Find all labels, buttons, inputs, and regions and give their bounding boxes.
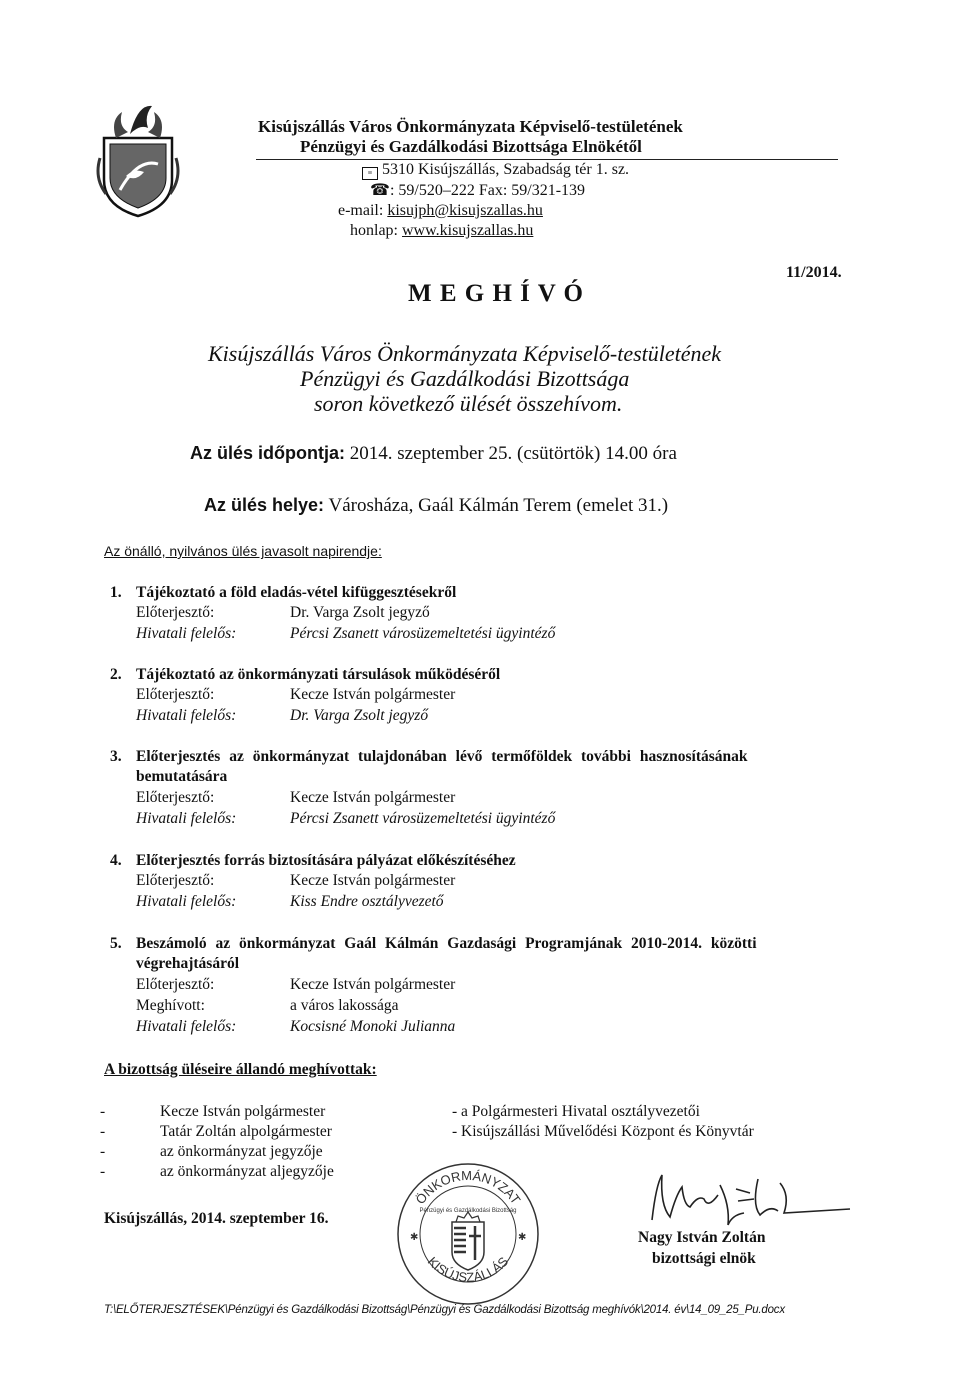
responsible-value: Kocsisné Monoki Julianna — [290, 1018, 456, 1035]
header-line1: Kisújszállás Város Önkormányzata Képviselő-testületének — [258, 117, 683, 136]
email-label: e-mail: — [338, 202, 388, 219]
agenda-item-number: 2. — [110, 666, 122, 683]
agenda-item-title: Tájékoztató az önkormányzati társulások működéséről — [136, 666, 501, 683]
invitees-heading: A bizottság üléseire állandó meghívottak: — [104, 1061, 377, 1078]
meeting-place-value: Városháza, Gaál Kálmán Terem (emelet 31.) — [328, 495, 669, 516]
list-item: - a Polgármesteri Hivatal osztályvezetői — [452, 1103, 700, 1120]
web-label: honlap: — [350, 222, 402, 239]
document-title: M E G H Í V Ó — [408, 280, 584, 307]
coat-of-arms-logo — [96, 98, 180, 218]
header-line2: Pénzügyi és Gazdálkodási Bizottsága Elnökétől — [300, 137, 642, 156]
meeting-time-row — [190, 443, 677, 465]
intro-line3: soron következő ülését összehívom. — [314, 391, 623, 416]
agenda-heading: Az önálló, nyilvános ülés javasolt napirendje: — [104, 543, 382, 559]
svg-text:✱: ✱ — [410, 1232, 419, 1243]
agenda-item-title: Tájékoztató a föld eladás-vétel kifüggesztésekről — [136, 584, 457, 601]
meeting-place-label: Az ülés helye: — [204, 495, 325, 515]
responsible-value: Dr. Varga Zsolt jegyző — [290, 707, 429, 724]
presenter-value: Kecze István polgármester — [290, 686, 456, 703]
agenda-item-number: 3. — [110, 748, 122, 765]
envelope-icon: ≡ — [362, 167, 378, 180]
responsible-label: Hivatali felelős: — [136, 625, 237, 642]
presenter-label: Előterjesztő: — [136, 604, 215, 621]
presenter-label: Előterjesztő: — [136, 789, 215, 806]
intro-line1: Kisújszállás Város Önkormányzata Képviselő-testületének — [208, 341, 722, 366]
presenter-label: Előterjesztő: — [136, 686, 215, 703]
agenda-item-title-line1: Beszámoló az önkormányzat Gaál Kálmán Gazdasági Programjának 2010-2014. közötti — [136, 935, 757, 952]
list-item: - az önkormányzat jegyzője — [100, 1143, 323, 1160]
stamp-seal-icon — [394, 1160, 542, 1308]
stamp-inner-text: Pénzügyi és Gazdálkodási Bizottság — [419, 1208, 517, 1214]
list-item: - Kisújszállási Művelődési Központ és Könyvtár — [452, 1123, 754, 1140]
meeting-time-value: 2014. szeptember 25. (csütörtök) 14.00 óra — [349, 443, 677, 464]
official-stamp — [394, 1160, 542, 1308]
responsible-value: Pércsi Zsanett városüzemeltetési ügyintéző — [290, 625, 556, 642]
agenda-item-title-line1: Előterjesztés az önkormányzat tulajdonában lévő termőföldek további hasznosításának — [136, 748, 748, 765]
responsible-label: Hivatali felelős: — [136, 893, 237, 910]
invitees-left-list — [100, 1102, 400, 1182]
header-phone: : 59/520–222 Fax: 59/321-139 — [389, 182, 586, 199]
footer-file-path: T:\ELŐTERJESZTÉSEK\Pénzügyi és Gazdálkodási Bizottság\Pénzügyi és Gazdálkodási Bizottság meghívók\2014. év\14_09_25_Pu.docx — [104, 1304, 785, 1316]
list-item: - Kecze István polgármester — [100, 1103, 326, 1120]
presenter-value: Kecze István polgármester — [290, 872, 456, 889]
agenda-item-title: Előterjesztés forrás biztosítására pályázat előkészítéséhez — [136, 852, 516, 869]
document-number: 11/2014. — [786, 264, 842, 281]
agenda-item-title-line2: bemutatására — [136, 768, 228, 785]
agenda-item-number: 4. — [110, 852, 122, 869]
stamp-top-text: ÖNKORMÁNYZAT — [412, 1167, 524, 1207]
presenter-value: Kecze István polgármester — [290, 789, 456, 806]
responsible-value: Kiss Endre osztályvezető — [290, 893, 444, 910]
presenter-label: Előterjesztő: — [136, 872, 215, 889]
responsible-label: Hivatali felelős: — [136, 707, 237, 724]
invitees-right-list — [452, 1102, 754, 1142]
header-web-row — [350, 221, 533, 241]
list-item: - Tatár Zoltán alpolgármester — [100, 1123, 332, 1140]
presenter-label: Előterjesztő: — [136, 976, 215, 993]
agenda-item-title-line2: végrehajtásáról — [136, 955, 240, 972]
header-phone-row — [370, 181, 585, 201]
phone-icon: ☎ — [370, 182, 390, 199]
agenda-item-number: 1. — [110, 584, 122, 601]
meeting-time-label: Az ülés időpontja: — [190, 443, 345, 463]
place-date: Kisújszállás, 2014. szeptember 16. — [104, 1210, 329, 1227]
intro-line2: Pénzügyi és Gazdálkodási Bizottsága — [300, 366, 630, 391]
list-item: - az önkormányzat aljegyzője — [100, 1163, 334, 1180]
signatory-name: Nagy István Zoltán — [638, 1229, 766, 1246]
svg-text:✱: ✱ — [518, 1232, 527, 1243]
header-address: 5310 Kisújszállás, Szabadság tér 1. sz. — [382, 161, 630, 178]
presenter-value: Dr. Varga Zsolt jegyző — [290, 604, 430, 621]
invited-value: a város lakossága — [290, 997, 399, 1014]
invited-label: Meghívott: — [136, 997, 205, 1014]
header-address-row — [362, 160, 629, 180]
responsible-label: Hivatali felelős: — [136, 810, 237, 827]
responsible-value: Pércsi Zsanett városüzemeltetési ügyintéző — [290, 810, 556, 827]
responsible-label: Hivatali felelős: — [136, 1018, 237, 1035]
web-link[interactable]: www.kisujszallas.hu — [402, 222, 534, 239]
agenda-item-number: 5. — [110, 935, 122, 952]
stamp-bottom-text: KISÚJSZÁLLÁS — [424, 1253, 512, 1285]
email-link[interactable]: kisujph@kisujszallas.hu — [387, 202, 543, 219]
handwritten-signature — [640, 1165, 860, 1235]
header-email-row — [338, 201, 543, 221]
signatory-role: bizottsági elnök — [652, 1250, 756, 1267]
svg-text:ÖNKORMÁNYZAT — [413, 1168, 524, 1207]
presenter-value: Kecze István polgármester — [290, 976, 456, 993]
meeting-place-row — [204, 495, 668, 517]
